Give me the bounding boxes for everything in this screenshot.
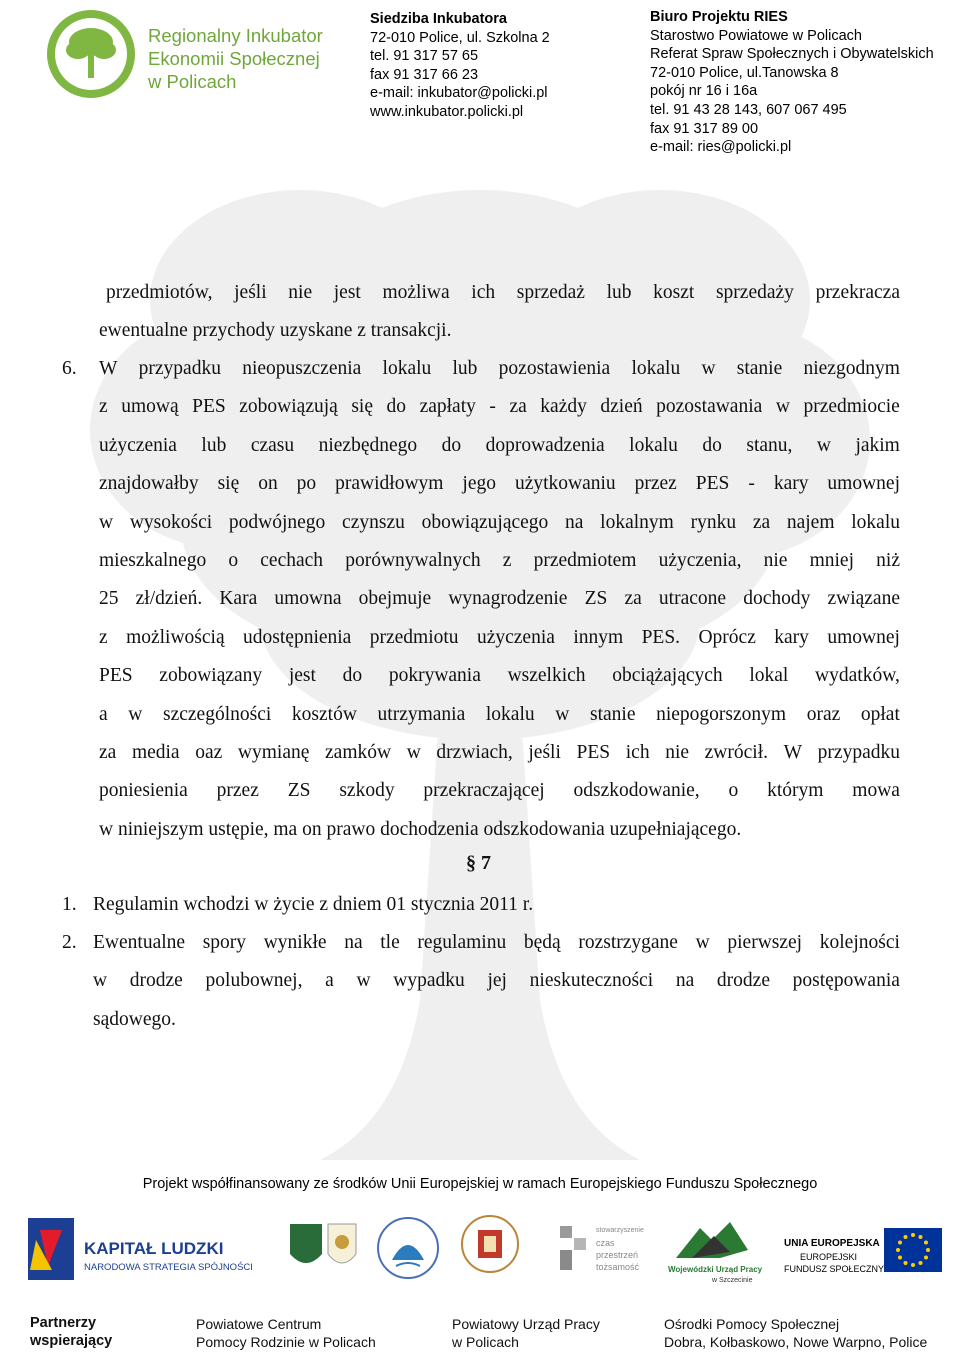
hq-address: [370, 10, 550, 122]
text-line: w niniejszym ustępie, ma on prawo dochodzenia odszkodowania uzupełniającego.: [99, 818, 742, 840]
hq-website[interactable]: www.inkubator.policki.pl: [370, 103, 524, 120]
office-email[interactable]: e-mail: ries@policki.pl: [650, 139, 792, 156]
partner-line: Powiatowy Urząd Pracy: [452, 1316, 600, 1332]
partner-line: Powiatowe Centrum: [196, 1316, 322, 1332]
office-line: Starostwo Powiatowe w Policach: [650, 27, 862, 44]
eu-line: FUNDUSZ SPOŁECZNY: [784, 1264, 885, 1274]
office-address: [650, 8, 934, 157]
czas-przestrzen-logo: [560, 1226, 644, 1272]
partners-label-line: Partnerzy: [30, 1315, 97, 1331]
logo-line: w Policach: [148, 71, 237, 92]
partner-line: w Policach: [452, 1333, 519, 1350]
kapital-subtitle: NARODOWA STRATEGIA SPÓJNOŚCI: [84, 1262, 253, 1273]
logo-text: [148, 24, 323, 93]
sponsor-logos: [0, 1210, 960, 1290]
list-item-line: w drodze polubownej, a w wypadku jej nieskuteczności na drodze postępowania: [93, 970, 900, 992]
list-item-line: Regulamin wchodzi w życie z dniem 01 stycznia 2011 r.: [93, 894, 534, 915]
funding-note: Projekt współfinansowany ze środków Unii Europejskiej w ramach Europejskiego Funduszu Społecznego: [142, 1176, 818, 1192]
list-item-line: sądowego.: [93, 1008, 176, 1030]
text-line: znajdowałby się on po prawidłowym jego użytkowaniu przez PES - kary umownej: [99, 473, 900, 495]
crest-icon: [462, 1216, 518, 1272]
text-line: 25 zł/dzień. Kara umowna obejmuje wynagrodzenie ZS za utracone dochody związane: [99, 588, 900, 610]
text-line: ewentualne przychody uzyskane z transakcji.: [99, 320, 452, 342]
eu-star-icon: [898, 1241, 902, 1245]
eu-star-icon: [896, 1248, 900, 1252]
text-line: w wysokości podwójnego czynszu obowiązującego na lokalnym rynku za najem lokalu: [99, 511, 900, 533]
partner-ops: [664, 1316, 927, 1351]
wup-logo: [668, 1222, 763, 1284]
list-number: 2.: [62, 932, 77, 953]
czas-line: czas: [596, 1238, 615, 1248]
partner-line: Pomocy Rodzinie w Policach: [196, 1333, 376, 1350]
eu-star-icon: [919, 1261, 923, 1265]
wup-subtitle: w Szczecinie: [712, 1277, 753, 1284]
hq-email[interactable]: e-mail: inkubator@policki.pl: [370, 85, 548, 102]
czas-line: tożsamość: [596, 1262, 640, 1272]
office-line: Referat Spraw Społecznych i Obywatelskich: [650, 46, 934, 63]
office-line: fax 91 317 89 00: [650, 120, 759, 137]
text-line: z możliwością udostępnienia przedmiotu użyczenia innym PES. Oprócz kary umownej: [99, 626, 900, 648]
logo-line: Ekonomii Społecznej: [148, 48, 320, 69]
text-line: przedmiotów, jeśli nie jest możliwa ich sprzedaż lub koszt sprzedaży przekracza: [106, 282, 900, 303]
coat-of-arms-icon: [290, 1224, 356, 1263]
hq-line: 72-010 Police, ul. Szkolna 2: [370, 29, 550, 46]
eu-star-icon: [919, 1235, 923, 1239]
eu-star-icon: [926, 1248, 930, 1252]
hq-line: tel. 91 317 57 65: [370, 48, 479, 65]
kapital-ludzki-logo: [28, 1218, 253, 1280]
text-line: a w szczególności kosztów utrzymania lokalu w stanie niepogorszonym oraz opłat: [99, 703, 900, 725]
paragraph-number: 6.: [62, 358, 77, 379]
eu-star-icon: [898, 1256, 902, 1260]
kapital-title: KAPITAŁ LUDZKI: [84, 1239, 224, 1258]
text-line: W przypadku nieopuszczenia lokalu lub pozostawienia lokalu w stanie niezgodnym: [99, 358, 900, 379]
text-line: użyczenia lub czasu niezbędnego do doprowadzenia lokalu do stanu, w jakim: [99, 434, 900, 456]
office-title: Biuro Projektu RIES: [650, 9, 788, 25]
partner-line: Ośrodki Pomocy Społecznej: [664, 1316, 840, 1332]
office-line: pokój nr 16 i 16a: [650, 83, 758, 100]
text-line: z umową PES zobowiązują się do zapłaty - za każdy dzień pozostawania w przedmiocie: [99, 396, 900, 418]
eu-star-icon: [924, 1256, 928, 1260]
text-line: poniesienia przez ZS szkody przekraczającej odszkodowanie, o którym mowa: [99, 780, 900, 802]
eu-star-icon: [904, 1235, 908, 1239]
eu-logo: [784, 1228, 942, 1274]
partner-line: Dobra, Kołbaskowo, Nowe Warpno, Police: [664, 1333, 928, 1350]
partner-pup: [452, 1316, 600, 1351]
eu-star-icon: [911, 1233, 915, 1237]
eu-star-icon: [904, 1261, 908, 1265]
partners-label: [30, 1314, 112, 1350]
partners-label-line: wspierający: [30, 1333, 113, 1349]
office-line: 72-010 Police, ul.Tanowska 8: [650, 64, 839, 81]
logo-line: Regionalny Inkubator: [148, 25, 323, 46]
inkubator-logo: [36, 4, 146, 100]
partner-pcpr: [196, 1316, 376, 1351]
office-line: tel. 91 43 28 143, 607 067 495: [650, 101, 847, 118]
wup-title: Wojewódzki Urząd Pracy: [668, 1265, 763, 1274]
hq-title: Siedziba Inkubatora: [370, 11, 507, 27]
list-item-line: Ewentualne spory wynikłe na tle regulaminu będą rozstrzygane w pierwszej kolejności: [93, 932, 900, 953]
text-line: mieszkalnego o cechach porównywalnych z przedmiotem użyczenia, nie mniej niż: [99, 550, 900, 571]
emblem-icon: [378, 1218, 438, 1278]
hq-line: fax 91 317 66 23: [370, 66, 479, 83]
list-number: 1.: [62, 894, 77, 915]
text-line: za media oaz wymianę zamków w drzwiach, jeśli PES ich nie zwrócił. W przypadku: [99, 742, 900, 763]
eu-title: UNIA EUROPEJSKA: [784, 1238, 880, 1249]
eu-line: EUROPEJSKI: [800, 1252, 858, 1262]
eu-star-icon: [924, 1241, 928, 1245]
text-line: PES zobowiązany jest do pokrywania wszelkich obciążających lokal wydatków,: [99, 665, 900, 687]
czas-line: stowarzyszenie: [596, 1227, 644, 1234]
eu-star-icon: [911, 1263, 915, 1267]
section-title: § 7: [466, 852, 491, 874]
czas-line: przestrzeń: [596, 1250, 639, 1260]
